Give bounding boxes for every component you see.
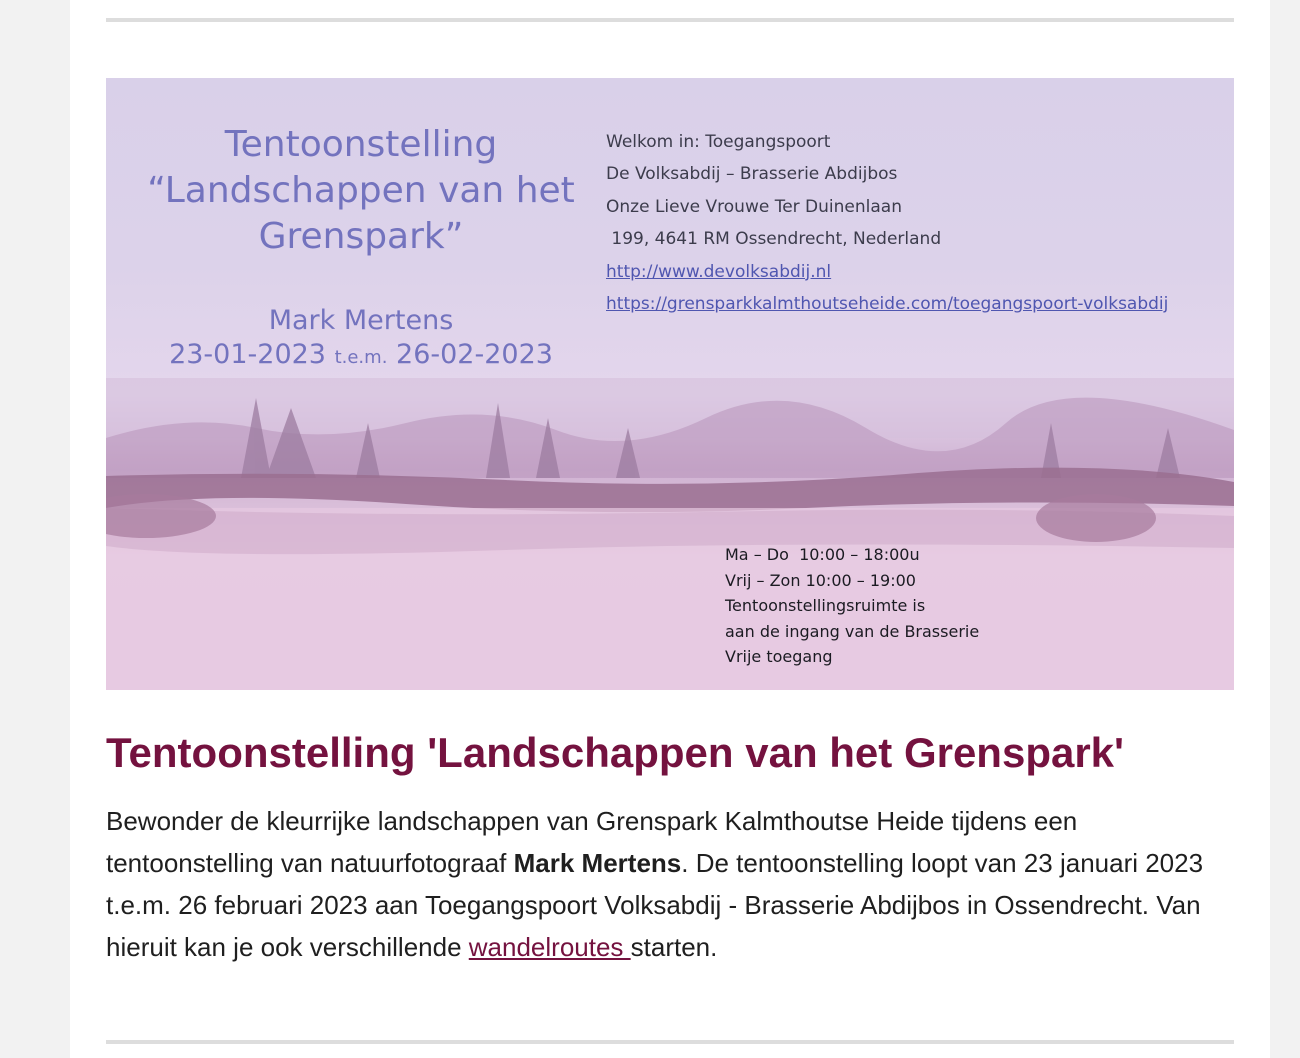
article-body — [106, 800, 1234, 968]
banner-date-start: 23-01-2023 — [169, 339, 326, 370]
venue-line: De Volksabdij – Brasserie Abdijbos — [606, 164, 898, 185]
article-text: starten. — [630, 932, 718, 962]
banner-date-separator: t.e.m. — [334, 347, 388, 368]
hours-line: aan de ingang van de Brasserie — [725, 621, 980, 641]
grenspark-link[interactable]: https://grensparkkalmthoutseheide.com/toegangspoort-volksabdij — [606, 294, 1169, 315]
bottom-divider — [106, 1040, 1234, 1044]
email-content-column — [70, 0, 1270, 1058]
hours-line: Vrije toegang — [725, 647, 833, 667]
banner-dates — [136, 338, 586, 375]
venue-website-link[interactable]: http://www.devolksabdij.nl — [606, 261, 832, 282]
venue-line: Welkom in: Toegangspoort — [606, 132, 831, 152]
wandelroutes-link[interactable]: wandelroutes — [468, 932, 631, 962]
hours-line: Tentoonstellingsruimte is — [725, 596, 926, 616]
hours-line: Vrij – Zon 10:00 – 19:00 — [725, 570, 916, 590]
venue-line: Onze Lieve Vrouwe Ter Duinenlaan — [606, 196, 902, 217]
banner-title — [136, 122, 586, 260]
article-heading: Tentoonstelling 'Landschappen van het Grenspark' — [106, 729, 1125, 776]
banner-title-line: Tentoonstelling — [224, 124, 498, 165]
banner-artist-dates — [136, 304, 586, 375]
banner-title-line: “Landschappen van het — [147, 170, 575, 211]
article-text: . De tentoonstelling loopt van 23 januari 2023 t.e.m. 26 februari 2023 aan Toegangspoort Volksabdij - Brasserie Abdijbos in Ossendrecht. Van hieruit kan je ook verschillende — [106, 848, 1204, 962]
banner-artist-name: Mark Mertens — [268, 305, 454, 336]
article-text: Bewonder de kleurrijke landschappen van Grenspark Kalmthoutse Heide tijdens een tentoonstelling van natuurfotograaf — [106, 806, 1078, 878]
hours-line: Ma – Do 10:00 – 18:00u — [725, 545, 920, 564]
banner-opening-hours — [725, 542, 979, 670]
exhibition-banner-image — [106, 78, 1234, 690]
venue-line: 199, 4641 RM Ossendrecht, Nederland — [606, 229, 942, 250]
banner-title-line: Grenspark” — [258, 216, 464, 257]
photographer-name: Mark Mertens — [513, 848, 682, 878]
banner-date-end: 26-02-2023 — [396, 339, 553, 370]
top-divider — [106, 18, 1234, 22]
banner-venue-info — [606, 126, 1168, 320]
